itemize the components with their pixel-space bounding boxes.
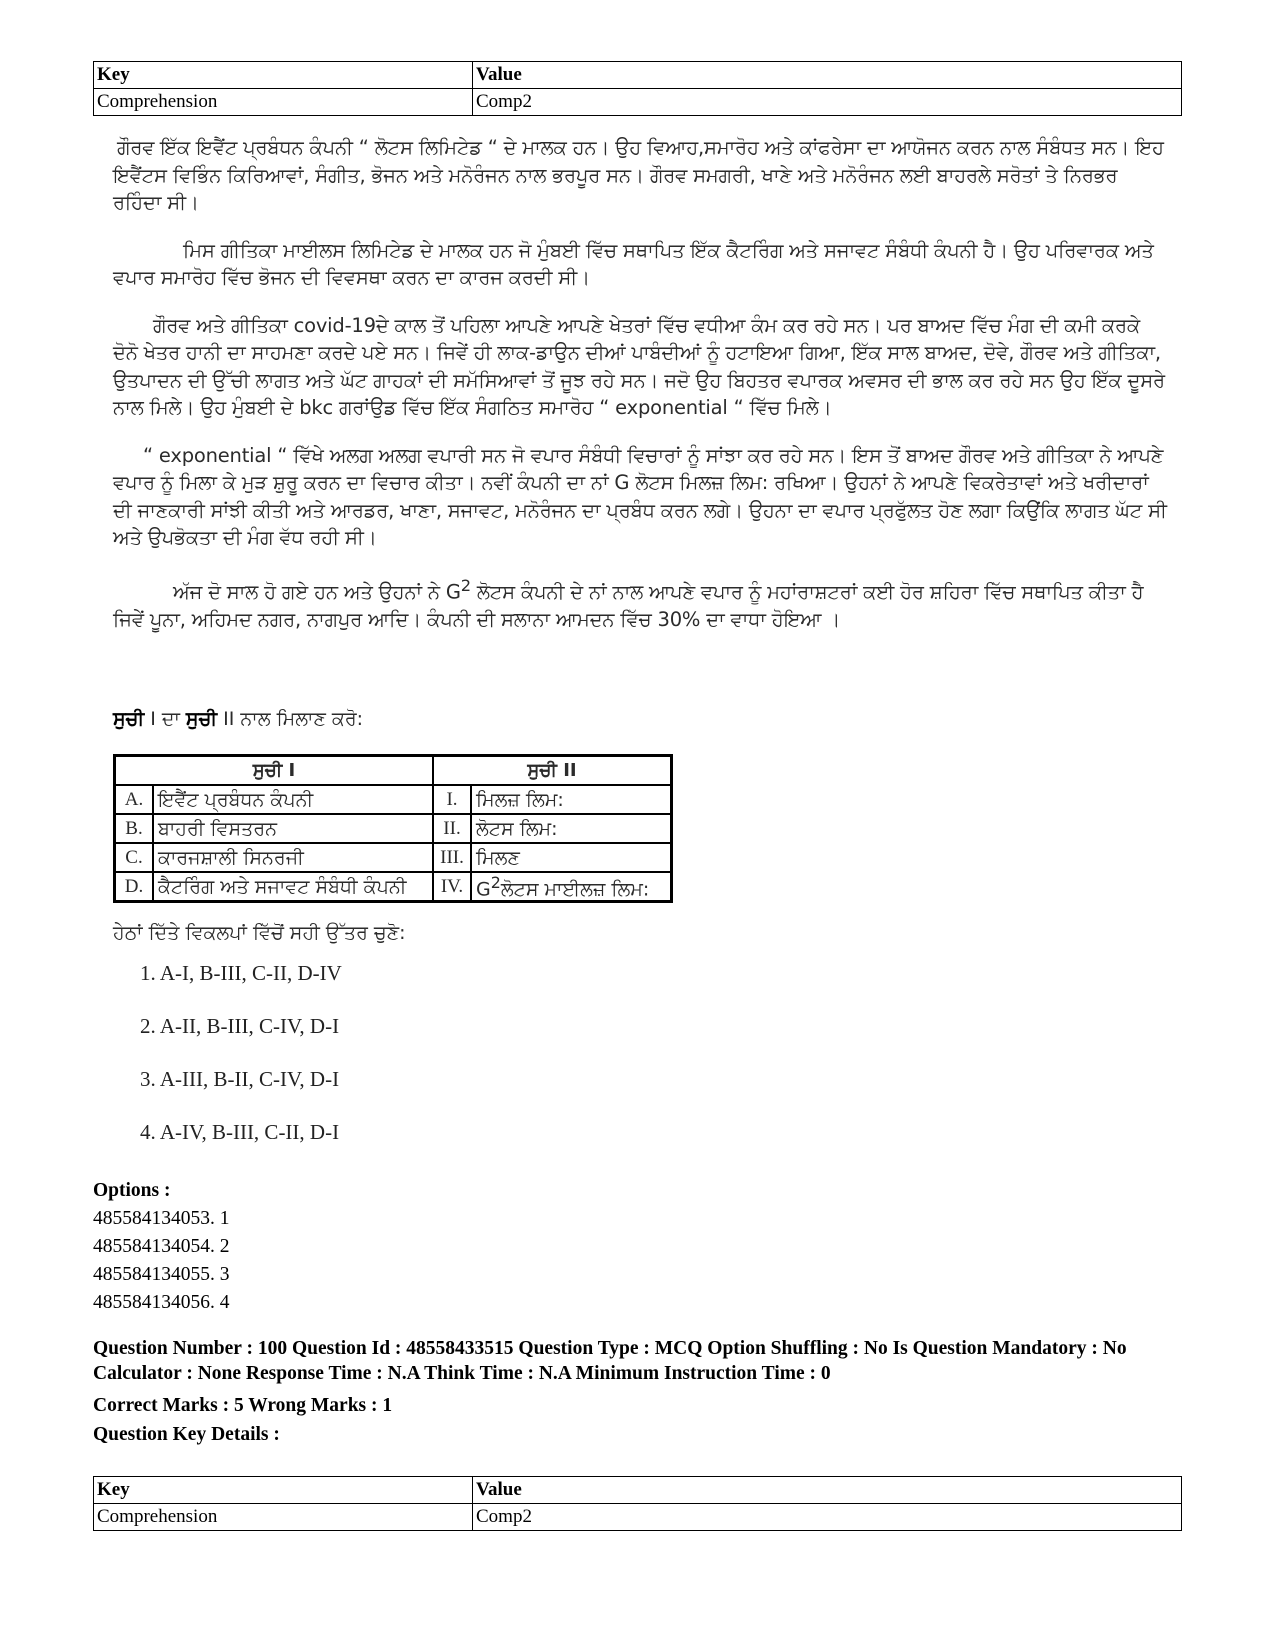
table-header-row (94, 1477, 1182, 1504)
options-block (93, 1177, 230, 1317)
value-header: Value (473, 1477, 1182, 1504)
passage-paragraph-4: “ exponential “ ਵਿੱਖੇ ਅਲਗ ਅਲਗ ਵਪਾਰੀ ਸਨ ਜੋ ਵਪਾਰ ਸੰਬੰਧੀ ਵਿਚਾਰਾਂ ਨੂੰ ਸਾਂਝਾ ਕਰ ਰਹੇ ਸਨ। ਇਸ ਤੋਂ ਬਾਅਦ ਗੌਰਵ ਅਤੇ ਗੀਤਿਕਾ ਨੇ ਆਪਣੇ ਵਪਾਰ ਨੂੰ ਮਿਲਾ ਕੇ ਮੁੜ ਸ਼ੁਰੂ ਕਰਨ ਦਾ ਵਿਚਾਰ ਕੀਤਾ। ਨਵੀਂ ਕੰਪਨੀ ਦਾ ਨਾਂ G ਲੋਟਸ ਮਿਲਜ਼ ਲਿਮ: ਰਖਿਆ। ਉਹਨਾਂ ਨੇ ਆਪਣੇ ਵਿਕਰੇਤਾਵਾਂ ਅਤੇ ਖਰੀਦਾਰਾਂ ਦੀ ਜਾਣਕਾਰੀ ਸਾਂਝੀ ਕੀਤੀ ਅਤੇ ਆਰਡਰ, ਖਾਣਾ, ਸਜਾਵਟ, ਮਨੋਰੰਜਨ ਦਾ ਪ੍ਰਬੰਧ ਕਰਨ ਲਗੇ। ਉਹਨਾ ਦਾ ਵਪਾਰ ਪ੍ਰਫੁੱਲਤ ਹੋਣ ਲਗਾ ਕਿਉਂਕਿ ਲਾਗਤ ਘੱਟ ਸੀ ਅਤੇ ਉਪਭੋਕਤਾ ਦੀ ਮੰਗ ਵੱਧ ਰਹੀ ਸੀ। (113, 443, 1167, 549)
key-cell: Comprehension (94, 1504, 473, 1531)
table-row (115, 872, 672, 902)
key-header: Key (94, 62, 473, 89)
list2-item (471, 872, 672, 902)
list2-text: G (476, 878, 491, 901)
row-letter: A. (115, 785, 154, 814)
option-item: 485584134054. 2 (93, 1236, 230, 1257)
list1-item: ਇਵੈਂਟ ਪ੍ਰਬੰਧਨ ਕੰਪਨੀ (153, 785, 433, 814)
key-cell: Comprehension (94, 89, 473, 116)
list-label-bold: ਸੁਚੀ (113, 708, 145, 730)
key-value-table-bottom (93, 1476, 1182, 1531)
passage-text: ਅੱਜ ਦੋ ਸਾਲ ਹੋ ਗਏ ਹਨ ਅਤੇ ਉਹਨਾਂ ਨੇ G (173, 580, 461, 603)
option-item: 485584134053. 1 (93, 1208, 230, 1229)
list1-item: ਬਾਹਰੀ ਵਿਸਤਰਨ (153, 814, 433, 843)
row-numeral: IV. (433, 872, 471, 902)
table-row (115, 843, 672, 872)
list1-item: ਕਾਰਜਸ਼ਾਲੀ ਸਿਨਰਜੀ (153, 843, 433, 872)
row-numeral: III. (433, 843, 471, 872)
match-table (113, 754, 673, 903)
comprehension-passage (113, 134, 1168, 653)
table-row (115, 785, 672, 814)
table-row (94, 1504, 1182, 1531)
list1-header: ਸੁਚੀ I (115, 756, 434, 786)
option-item: 485584134055. 3 (93, 1264, 230, 1285)
passage-paragraph-3: ਗੌਰਵ ਅਤੇ ਗੀਤਿਕਾ covid-19ਦੇ ਕਾਲ ਤੋਂ ਪਹਿਲਾ ਆਪਣੇ ਆਪਣੇ ਖੇਤਰਾਂ ਵਿੱਚ ਵਧੀਆ ਕੰਮ ਕਰ ਰਹੇ ਸਨ। ਪਰ ਬਾਅਦ ਵਿੱਚ ਮੰਗ ਦੀ ਕਮੀ ਕਰਕੇ ਦੋਨੋ ਖੇਤਰ ਹਾਨੀ ਦਾ ਸਾਹਮਣਾ ਕਰਦੇ ਪਏ ਸਨ। ਜਿਵੇਂ ਹੀ ਲਾਕ-ਡਾਉਨ ਦੀਆਂ ਪਾਬੰਦੀਆਂ ਨੂੰ ਹਟਾਇਆ ਗਿਆ, ਇੱਕ ਸਾਲ ਬਾਅਦ, ਦੋਵੇ, ਗੌਰਵ ਅਤੇ ਗੀਤਿਕਾ, ਉਤਪਾਦਨ ਦੀ ਉੱਚੀ ਲਾਗਤ ਅਤੇ ਘੱਟ ਗਾਹਕਾਂ ਦੀ ਸਮੱਸਿਆਵਾਂ ਤੋਂ ਜੂਝ ਰਹੇ ਸਨ। ਜਦੋ ਉਹ ਬਿਹਤਰ ਵਪਾਰਕ ਅਵਸਰ ਦੀ ਭਾਲ ਕਰ ਰਹੇ ਸਨ ਉਹ ਇੱਕ ਦੂਸਰੇ ਨਾਲ ਮਿਲੇ। ਉਹ ਮੁੰਬਈ ਦੇ bkc ਗਰਾਂਉਡ ਵਿੱਚ ਇੱਕ ਸੰਗਠਿਤ ਸਮਾਰੋਹ “ exponential “ ਵਿੱਚ ਮਿਲੇ। (113, 313, 1165, 419)
passage-paragraph-5 (113, 572, 1168, 634)
superscript: 2 (460, 575, 471, 595)
answer-choice-2: 2. A-II, B-III, C-IV, D-I (140, 1014, 340, 1038)
row-letter: D. (115, 872, 154, 902)
table-row (115, 814, 672, 843)
choose-instruction: ਹੇਠਾਂ ਦਿੱਤੇ ਵਿਕਲਪਾਂ ਵਿੱਚੋਂ ਸਹੀ ਉੱਤਰ ਚੁਣੋ: (113, 922, 406, 944)
value-cell: Comp2 (473, 89, 1182, 116)
row-letter: B. (115, 814, 154, 843)
superscript: 2 (490, 873, 501, 892)
instruction-text: II ਨਾਲ ਮਿਲਾਣ ਕਰੋ: (217, 708, 364, 730)
key-value-table-top (93, 61, 1182, 116)
answer-choice-3: 3. A-III, B-II, C-IV, D-I (140, 1067, 340, 1091)
list-label-bold: ਸੁਚੀ (185, 708, 218, 730)
key-header: Key (94, 1477, 473, 1504)
list2-item: ਮਿਲਣ (471, 843, 672, 872)
match-instruction (113, 708, 363, 730)
list2-item: ਲੋਟਸ ਲਿਮ: (471, 814, 672, 843)
match-header-row (115, 756, 672, 786)
passage-paragraph-1: ਗੌਰਵ ਇੱਕ ਇਵੈਂਟ ਪ੍ਰਬੰਧਨ ਕੰਪਨੀ “ ਲੋਟਸ ਲਿਮਿਟੇਡ “ ਦੇ ਮਾਲਕ ਹਨ। ਉਹ ਵਿਆਹ,ਸਮਾਰੋਹ ਅਤੇ ਕਾਂਫਰੇਸਾ ਦਾ ਆਯੋਜਨ ਕਰਨ ਨਾਲ ਸੰਬੰਧਤ ਸਨ। ਇਹ ਇਵੈਂਟਸ ਵਿਭਿੰਨ ਕਿਰਿਆਵਾਂ, ਸੰਗੀਤ, ਭੋਜਨ ਅਤੇ ਮਨੋਰੰਜਨ ਨਾਲ ਭਰਪੂਰ ਸਨ। ਗੌਰਵ ਸਮਗਰੀ, ਖਾਣੇ ਅਤੇ ਮਨੋਰੰਜਨ ਲਈ ਬਾਹਰਲੇ ਸਰੋਤਾਂ ਤੇ ਨਿਰਭਰ ਰਹਿੰਦਾ ਸੀ। (113, 136, 1164, 214)
options-title: Options : (93, 1180, 171, 1201)
table-header-row (94, 62, 1182, 89)
passage-text: ਲੋਟਸ ਕੰਪਨੀ ਦੇ ਨਾਂ ਨਾਲ ਆਪਣੇ ਵਪਾਰ ਨੂੰ ਮਹਾਂਰਾਸ਼ਟਰਾਂ ਕਈ ਹੋਰ ਸ਼ਹਿਰਾ ਵਿੱਚ ਸਥਾਪਿਤ ਕੀਤਾ ਹੈ ਜਿਵੇਂ ਪੂਨਾ, ਅਹਿਮਦ ਨਗਰ, ਨਾਗਪੁਰ ਆਦਿ। ਕੰਪਨੀ ਦੀ ਸਲਾਨਾ ਆਮਦਨ ਵਿੱਚ 30% ਦਾ ਵਾਧਾ ਹੋਇਆ । (113, 580, 1144, 631)
option-item: 485584134056. 4 (93, 1292, 230, 1313)
passage-paragraph-2: ਮਿਸ ਗੀਤਿਕਾ ਮਾਈਲਸ ਲਿਮਿਟੇਡ ਦੇ ਮਾਲਕ ਹਨ ਜੋ ਮੁੰਬਈ ਵਿੱਚ ਸਥਾਪਿਤ ਇੱਕ ਕੈਟਰਿੰਗ ਅਤੇ ਸਜਾਵਟ ਸੰਬੰਧੀ ਕੰਪਨੀ ਹੈ। ਉਹ ਪਰਿਵਾਰਕ ਅਤੇ ਵਪਾਰ ਸਮਾਰੋਹ ਵਿੱਚ ਭੋਜਨ ਦੀ ਵਿਵਸਥਾ ਕਰਨ ਦਾ ਕਾਰਜ ਕਰਦੀ ਸੀ। (113, 238, 1154, 289)
answer-choice-1: 1. A-I, B-III, C-II, D-IV (140, 961, 342, 985)
row-numeral: I. (433, 785, 471, 814)
answer-choice-4: 4. A-IV, B-III, C-II, D-I (140, 1120, 340, 1144)
row-numeral: II. (433, 814, 471, 843)
value-cell: Comp2 (473, 1504, 1182, 1531)
value-header: Value (473, 62, 1182, 89)
question-metadata: Question Number : 100 Question Id : 48558433515 Question Type : MCQ Option Shuffling : No Is Question Mandatory : No Calculator : None Response Time : N.A Think Time : N.A Minimum Instruction Time : 0 (93, 1338, 1127, 1384)
question-key-details-label: Question Key Details : (93, 1424, 280, 1445)
list2-item: ਮਿਲਜ਼ ਲਿਮ: (471, 785, 672, 814)
list2-text: ਲੋਟਸ ਮਾਈਲਜ਼ ਲਿਮ: (500, 878, 650, 901)
answer-choices (140, 958, 342, 1170)
instruction-text: I ਦਾ (144, 708, 186, 730)
table-row (94, 89, 1182, 116)
list2-header: ਸੁਚੀ II (433, 756, 672, 786)
row-letter: C. (115, 843, 154, 872)
marks-line: Correct Marks : 5 Wrong Marks : 1 (93, 1395, 393, 1416)
list1-item: ਕੈਟਰਿੰਗ ਅਤੇ ਸਜਾਵਟ ਸੰਬੰਧੀ ਕੰਪਨੀ (153, 872, 433, 902)
